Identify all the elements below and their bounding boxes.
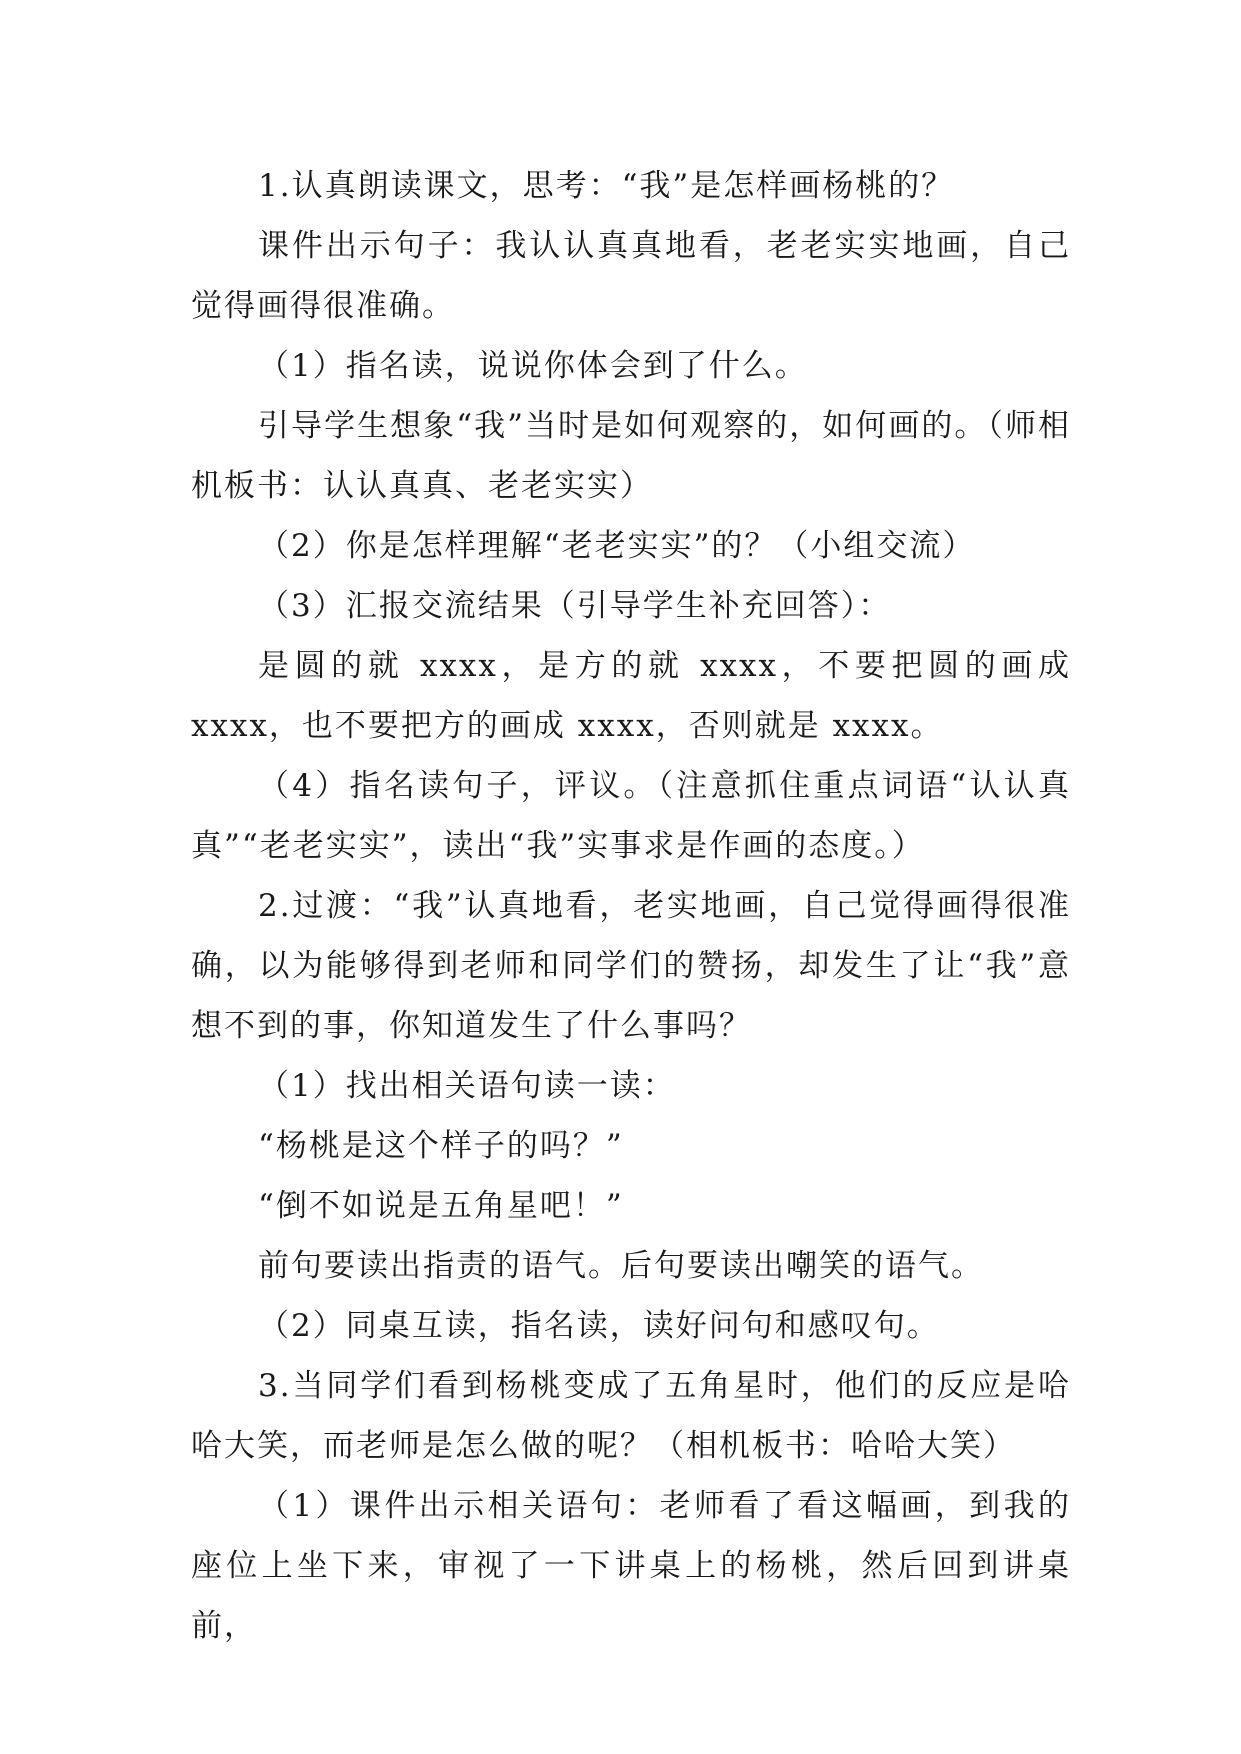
paragraph: 课件出示句子：我认认真真地看，老老实实地画，自己觉得画得很准确。 [191, 228, 1071, 324]
paragraph: 引导学生想象“我”当时是如何观察的，如何画的。（师相机板书：认认真真、老老实实） [191, 408, 1071, 504]
paragraph: （2）你是怎样理解“老老实实”的？（小组交流） [258, 528, 976, 564]
paragraph: 2.过渡：“我”认真地看，老实地画，自己觉得画得很准确，以为能够得到老师和同学们的赞扬，却发生了让“我”意想不到的事，你知道发生了什么事吗？ [191, 888, 1071, 1044]
paragraph: “杨桃是这个样子的吗？” [258, 1128, 624, 1164]
paragraph: （4）指名读句子，评议。（注意抓住重点词语“认认真真”“老老实实”，读出“我”实事求是作画的态度。） [191, 768, 1071, 864]
paragraph: （3）汇报交流结果（引导学生补充回答）： [258, 588, 892, 624]
paragraph: “倒不如说是五角星吧！” [258, 1188, 624, 1224]
paragraph: （1）课件出示相关语句：老师看了看这幅画，到我的座位上坐下来，审视了一下讲桌上的杨桃，然后回到讲桌前， [191, 1488, 1071, 1644]
paragraph: （1）找出相关语句读一读： [258, 1068, 676, 1104]
paragraph: （1）指名读，说说你体会到了什么。 [258, 348, 808, 384]
body-text [191, 156, 1071, 1656]
paragraph: 3.当同学们看到杨桃变成了五角星时，他们的反应是哈哈大笑，而老师是怎么做的呢？（相机板书：哈哈大笑） [191, 1368, 1071, 1464]
paragraph: （2）同桌互读，指名读，读好问句和感叹句。 [258, 1308, 940, 1344]
paragraph: 是圆的就 xxxx，是方的就 xxxx，不要把圆的画成 xxxx，也不要把方的画成 xxxx，否则就是 xxxx。 [191, 648, 1071, 744]
paragraph: 前句要读出指责的语气。后句要读出嘲笑的语气。 [258, 1248, 984, 1284]
paragraph: 1.认真朗读课文，思考：“我”是怎样画杨桃的？ [258, 168, 955, 204]
